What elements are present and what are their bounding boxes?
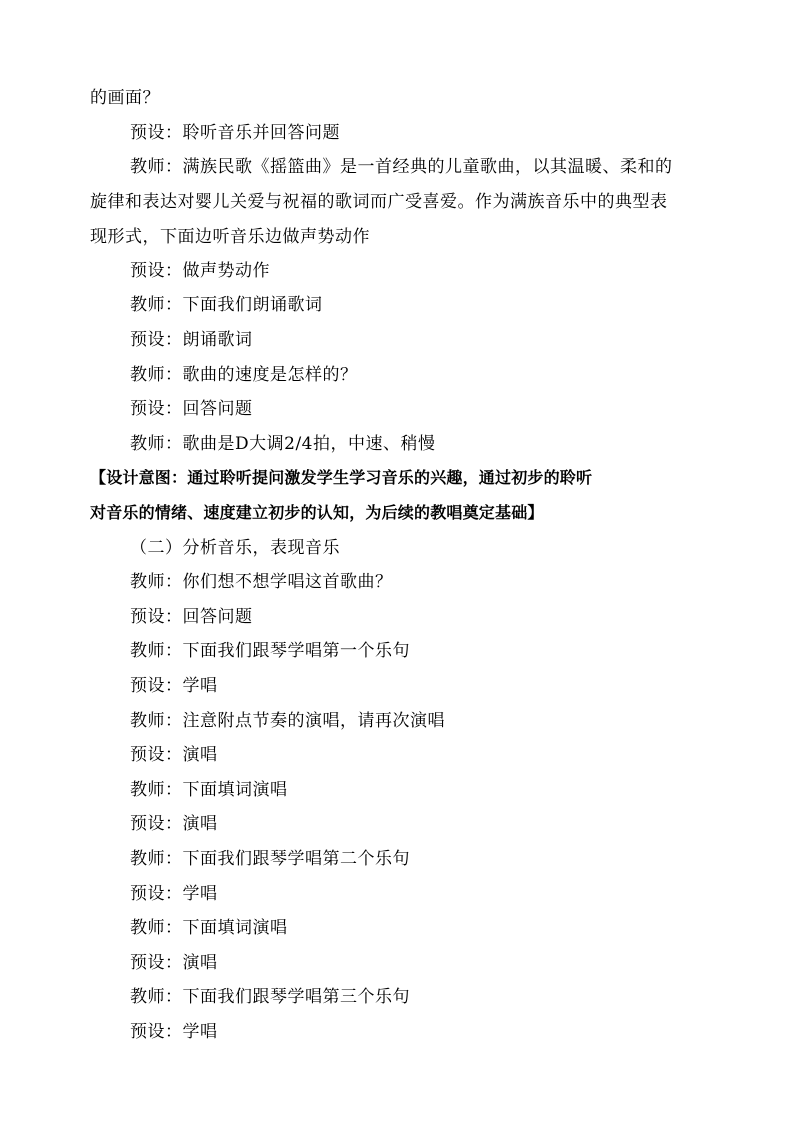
text-line: 预设：学唱 <box>130 1022 218 1042</box>
text-line: 的画面？ <box>90 88 160 108</box>
text-line: 预设：演唱 <box>130 745 218 765</box>
text-line: 教师：你们想不想学唱这首歌曲？ <box>130 572 393 592</box>
text-line: 教师：注意附点节奏的演唱，请再次演唱 <box>130 711 445 731</box>
section-heading: （二）分析音乐，表现音乐 <box>130 538 340 558</box>
text-line: 教师：下面我们跟琴学唱第三个乐句 <box>130 987 410 1007</box>
text-line: 教师：歌曲的速度是怎样的？ <box>130 365 358 385</box>
text-line: 教师：歌曲是D大调2/4拍，中速、稍慢 <box>130 434 436 454</box>
text-line: 预设：回答问题 <box>130 607 253 627</box>
text-line: 预设：朗诵歌词 <box>130 330 253 350</box>
text-line: 预设：学唱 <box>130 676 218 696</box>
text-line: 旋律和表达对婴儿关爱与祝福的歌词而广受喜爱。作为满族音乐中的典型表 <box>90 192 668 212</box>
text-line: 预设：演唱 <box>130 814 218 834</box>
text-line: 预设：回答问题 <box>130 399 253 419</box>
text-line: 教师：下面我们跟琴学唱第一个乐句 <box>130 641 410 661</box>
design-intent-line: 【设计意图：通过聆听提问激发学生学习音乐的兴趣，通过初步的聆听 <box>90 468 593 487</box>
design-intent-line: 对音乐的情绪、速度建立初步的认知，为后续的教唱奠定基础】 <box>90 503 544 522</box>
text-line: 预设：学唱 <box>130 884 218 904</box>
text-line: 预设：演唱 <box>130 953 218 973</box>
text-line: 预设：做声势动作 <box>130 261 270 281</box>
text-line: 教师：下面我们跟琴学唱第二个乐句 <box>130 849 410 869</box>
text-line: 教师：下面我们朗诵歌词 <box>130 295 323 315</box>
text-line: 教师：满族民歌《摇篮曲》是一首经典的儿童歌曲，以其温暖、柔和的 <box>130 157 673 177</box>
text-line: 现形式，下面边听音乐边做声势动作 <box>90 227 370 247</box>
text-line: 预设：聆听音乐并回答问题 <box>130 123 340 143</box>
text-line: 教师：下面填词演唱 <box>130 780 288 800</box>
text-line: 教师：下面填词演唱 <box>130 918 288 938</box>
